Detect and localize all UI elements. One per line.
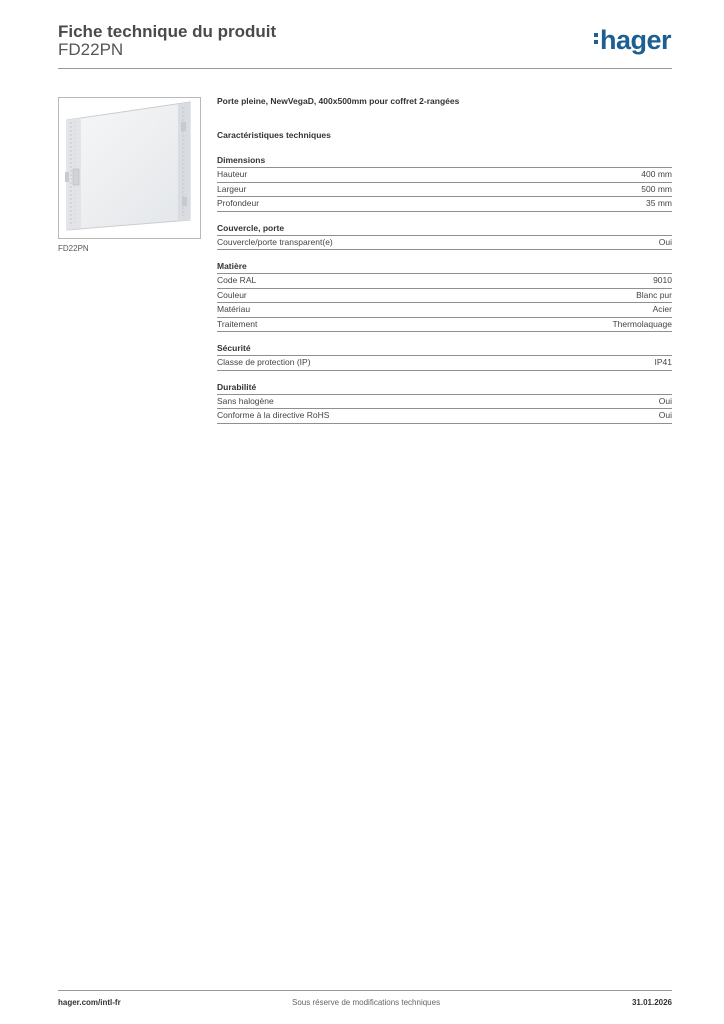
spec-row — [217, 168, 672, 183]
group-title: Sécurité — [217, 343, 672, 356]
spec-label: Sans halogène — [217, 395, 274, 406]
spec-value: 400 mm — [641, 169, 672, 179]
spec-row — [217, 356, 672, 371]
spec-label: Traitement — [217, 318, 258, 329]
header-divider — [58, 68, 672, 69]
product-code: FD22PN — [58, 40, 124, 59]
spec-label: Code RAL — [217, 275, 257, 285]
spec-value: Acier — [652, 304, 672, 314]
spec-group-dimensions — [217, 155, 672, 212]
spec-content — [217, 96, 672, 424]
spec-label: Matériau — [217, 304, 251, 314]
footer-disclaimer: Sous réserve de modifications techniques — [292, 998, 441, 1007]
spec-label: Classe de protection (IP) — [217, 357, 311, 367]
spec-row — [217, 289, 672, 304]
spec-value: Thermolaquage — [612, 318, 672, 329]
spec-row — [217, 197, 672, 212]
spec-value: Oui — [658, 410, 672, 420]
spec-group-material — [217, 261, 672, 332]
spec-row — [217, 303, 672, 318]
spec-row — [217, 274, 672, 289]
section-heading: Caractéristiques techniques — [217, 130, 331, 140]
spec-value: 500 mm — [641, 183, 672, 194]
group-title: Matière — [217, 261, 672, 274]
spec-value: 9010 — [653, 275, 672, 285]
spec-value: Oui — [658, 236, 672, 247]
spec-row — [217, 395, 672, 410]
spec-label: Profondeur — [217, 198, 260, 208]
group-title: Couvercle, porte — [217, 223, 672, 236]
spec-label: Hauteur — [217, 169, 248, 179]
spec-row — [217, 318, 672, 333]
spec-row — [217, 183, 672, 198]
spec-group-cover — [217, 223, 672, 251]
spec-label: Couvercle/porte transparent(e) — [217, 236, 333, 247]
logo-text: hager — [600, 25, 672, 55]
spec-value: Oui — [658, 395, 672, 406]
product-description: Porte pleine, NewVegaD, 400x500mm pour coffret 2-rangées — [217, 96, 460, 106]
footer-date: 31.01.2026 — [631, 998, 672, 1007]
spec-label: Couleur — [217, 289, 247, 300]
logo-dots-icon — [594, 30, 598, 47]
spec-value: Blanc pur — [636, 289, 672, 300]
spec-label: Conforme à la directive RoHS — [217, 410, 330, 420]
footer-divider — [58, 990, 672, 991]
product-image — [58, 97, 201, 239]
spec-label: Largeur — [217, 183, 247, 194]
spec-row — [217, 409, 672, 424]
page-title: Fiche technique du produit — [58, 22, 277, 41]
spec-value: 35 mm — [646, 198, 672, 208]
hager-logo — [594, 27, 671, 54]
spec-row — [217, 236, 672, 251]
spec-group-safety — [217, 343, 672, 371]
image-caption: FD22PN — [58, 244, 89, 253]
group-title: Durabilité — [217, 382, 672, 395]
spec-group-durability — [217, 382, 672, 424]
footer-website-link[interactable]: hager.com/intl-fr — [58, 998, 121, 1007]
door-panel-illustration — [59, 98, 200, 238]
group-title: Dimensions — [217, 155, 672, 168]
spec-value: IP41 — [654, 357, 672, 367]
